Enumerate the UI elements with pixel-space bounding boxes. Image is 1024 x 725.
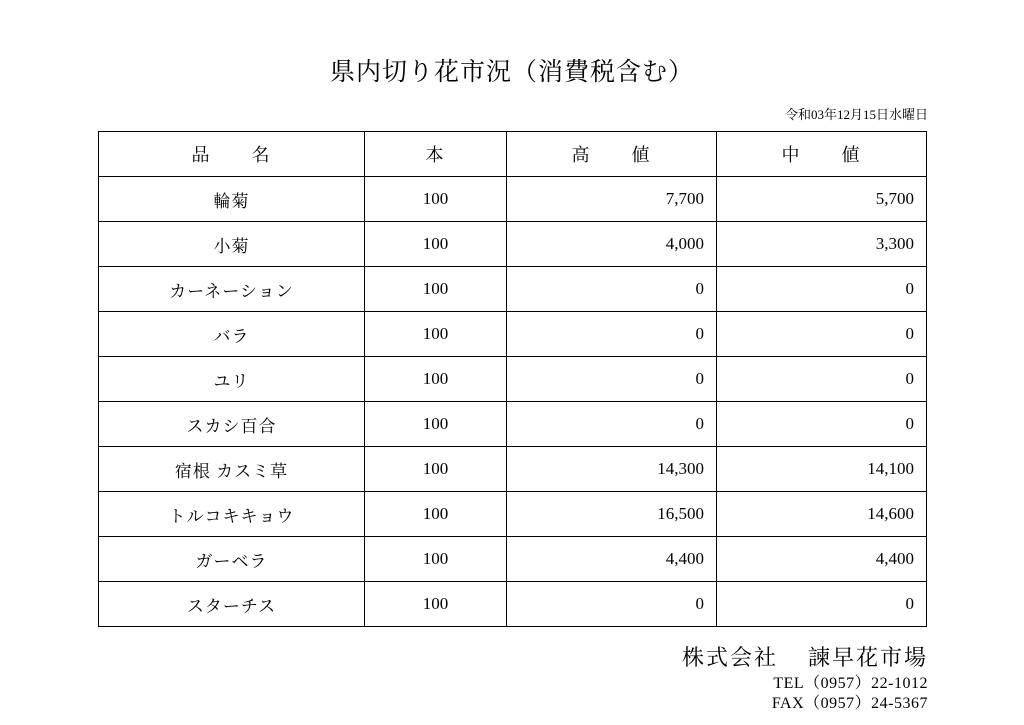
table-row <box>99 537 927 582</box>
cell-high-price: 14,300 <box>507 447 717 492</box>
cell-mid-price: 4,400 <box>717 537 927 582</box>
table-row <box>99 447 927 492</box>
cell-high-price: 0 <box>507 267 717 312</box>
cell-quantity: 100 <box>365 177 507 222</box>
table-row <box>99 402 927 447</box>
page-title: 県内切り花市況（消費税含む） <box>329 59 694 86</box>
column-header-name: 品 名 <box>99 132 365 177</box>
cell-quantity: 100 <box>365 492 507 537</box>
table-row <box>99 177 927 222</box>
cell-item-name: 小菊 <box>99 222 365 267</box>
contact-tel: TEL（0957）22-1012 <box>773 675 928 692</box>
cell-high-price: 7,700 <box>507 177 717 222</box>
table-header-row <box>99 132 927 177</box>
table-row <box>99 222 927 267</box>
cell-high-price: 4,000 <box>507 222 717 267</box>
company-line <box>0 641 928 672</box>
column-header-mid-price: 中 値 <box>717 132 927 177</box>
cell-quantity: 100 <box>365 402 507 447</box>
table-row <box>99 492 927 537</box>
cell-high-price: 4,400 <box>507 537 717 582</box>
cell-quantity: 100 <box>365 222 507 267</box>
cell-quantity: 100 <box>365 582 507 627</box>
cell-item-name: 宿根 カスミ草 <box>99 447 365 492</box>
column-header-high-price: 高 値 <box>507 132 717 177</box>
cell-item-name: 輪菊 <box>99 177 365 222</box>
cell-quantity: 100 <box>365 447 507 492</box>
document-footer <box>0 641 1024 714</box>
cell-high-price: 0 <box>507 357 717 402</box>
company-prefix: 株式会社 <box>681 645 778 670</box>
cell-high-price: 16,500 <box>507 492 717 537</box>
cell-mid-price: 0 <box>717 357 927 402</box>
cell-item-name: ユリ <box>99 357 365 402</box>
cell-mid-price: 0 <box>717 312 927 357</box>
table-header <box>99 132 927 177</box>
table-row <box>99 357 927 402</box>
cell-high-price: 0 <box>507 402 717 447</box>
market-table-wrapper <box>98 131 926 627</box>
company-name: 諫早花市場 <box>807 645 928 670</box>
cell-mid-price: 0 <box>717 582 927 627</box>
cell-mid-price: 14,100 <box>717 447 927 492</box>
cell-item-name: ガーベラ <box>99 537 365 582</box>
cell-high-price: 0 <box>507 312 717 357</box>
cell-mid-price: 0 <box>717 402 927 447</box>
cell-high-price: 0 <box>507 582 717 627</box>
table-row <box>99 582 927 627</box>
cell-mid-price: 0 <box>717 267 927 312</box>
cell-item-name: スカシ百合 <box>99 402 365 447</box>
cell-item-name: トルコキキョウ <box>99 492 365 537</box>
cell-item-name: スターチス <box>99 582 365 627</box>
cell-mid-price: 3,300 <box>717 222 927 267</box>
cell-mid-price: 14,600 <box>717 492 927 537</box>
table-row <box>99 312 927 357</box>
cell-quantity: 100 <box>365 357 507 402</box>
cell-item-name: カーネーション <box>99 267 365 312</box>
contact-fax: FAX（0957）24-5367 <box>771 695 928 712</box>
cell-mid-price: 5,700 <box>717 177 927 222</box>
cell-quantity: 100 <box>365 312 507 357</box>
column-header-quantity: 本 <box>365 132 507 177</box>
cell-quantity: 100 <box>365 267 507 312</box>
market-table <box>98 131 927 627</box>
table-row <box>99 267 927 312</box>
cell-item-name: バラ <box>99 312 365 357</box>
table-body <box>99 177 927 627</box>
document-date: 令和03年12月15日水曜日 <box>784 107 928 122</box>
cell-quantity: 100 <box>365 537 507 582</box>
